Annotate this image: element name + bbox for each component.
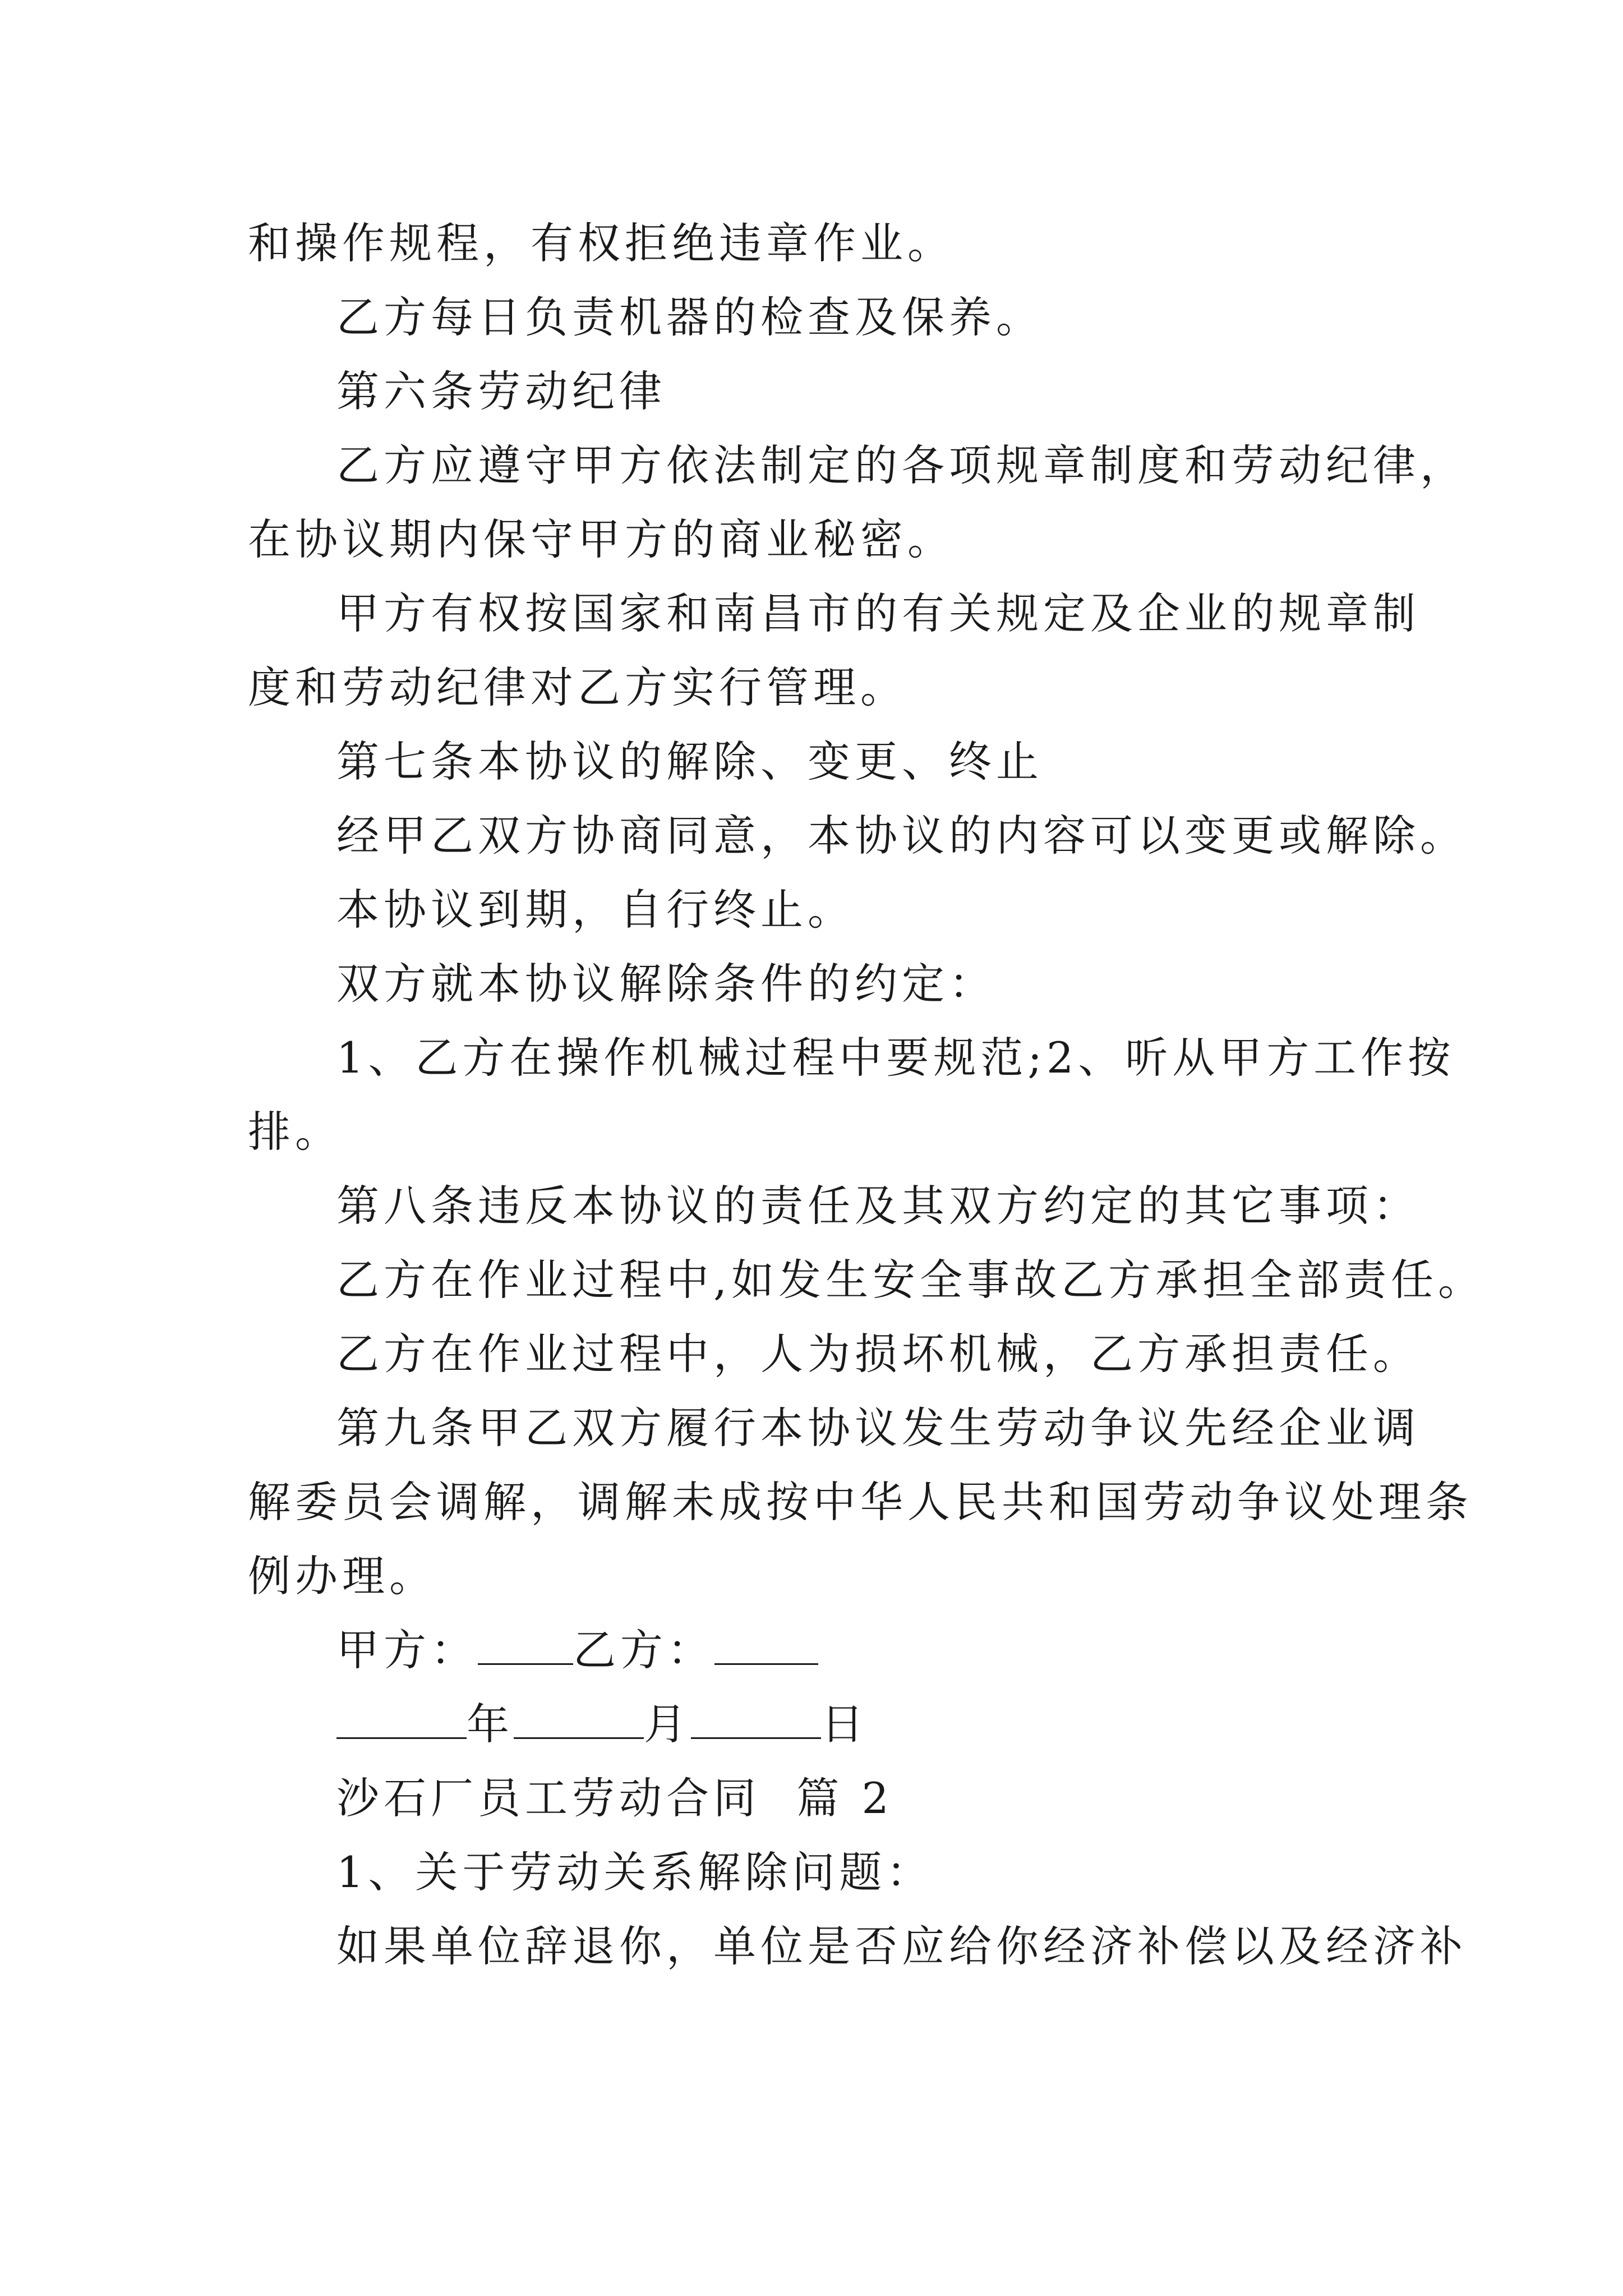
section-heading: 第八条违反本协议的责任及其双方约定的其它事项： (336, 1181, 1420, 1231)
day-label: 日 (821, 1699, 868, 1749)
month-blank (514, 1698, 644, 1739)
paragraph-line: 解委员会调解，调解未成按中华人民共和国劳动争议处理条 (248, 1477, 1473, 1527)
paragraph-line: 如果单位辞退你，单位是否应给你经济补偿以及经济补 (336, 1921, 1467, 1971)
paragraph-line: 甲方有权按国家和南昌市的有关规定及企业的规章制 (336, 588, 1420, 638)
party-b-blank (714, 1624, 818, 1665)
paragraph-line: 和操作规程，有权拒绝违章作业。 (248, 218, 955, 268)
paragraph-line: 1、乙方在操作机械过程中要规范;2、听从甲方工作按 (336, 1033, 1455, 1083)
paragraph-line: 1、关于劳动关系解除问题： (336, 1847, 934, 1897)
day-blank (691, 1698, 821, 1739)
party-a-blank (478, 1624, 573, 1665)
party-a-label: 甲方： (336, 1625, 478, 1675)
paragraph-line: 度和劳动纪律对乙方实行管理。 (248, 662, 907, 712)
date-line (248, 1687, 1392, 1761)
document-body (248, 206, 1486, 1984)
paragraph-line: 第九条甲乙双方履行本协议发生劳动争议先经企业调 (336, 1403, 1420, 1453)
section-title: 沙石厂员工劳动合同 篇 2 (336, 1773, 893, 1823)
paragraph-line: 例办理。 (248, 1551, 436, 1601)
paragraph-line: 本协议到期，自行终止。 (336, 885, 855, 935)
paragraph-line: 乙方在作业过程中,如发生安全事故乙方承担全部责任。 (336, 1255, 1486, 1305)
year-blank (336, 1698, 467, 1739)
party-b-label: 乙方： (573, 1625, 714, 1675)
paragraph-line: 在协议期内保守甲方的商业秘密。 (248, 514, 955, 564)
section-heading: 第六条劳动纪律 (336, 366, 666, 416)
paragraph-line: 乙方应遵守甲方依法制定的各项规章制度和劳动纪律， (336, 440, 1467, 490)
section-heading: 第七条本协议的解除、变更、终止 (336, 737, 1043, 786)
paragraph-line: 经甲乙双方协商同意，本协议的内容可以变更或解除。 (336, 811, 1467, 861)
paragraph-line: 乙方每日负责机器的检查及保养。 (336, 292, 1043, 342)
signature-line (248, 1613, 1392, 1687)
paragraph-line: 排。 (248, 1107, 342, 1157)
year-label: 年 (467, 1699, 514, 1749)
month-label: 月 (644, 1699, 691, 1749)
paragraph-line: 双方就本协议解除条件的约定： (336, 959, 996, 1009)
paragraph-line: 乙方在作业过程中，人为损坏机械，乙方承担责任。 (336, 1329, 1420, 1379)
